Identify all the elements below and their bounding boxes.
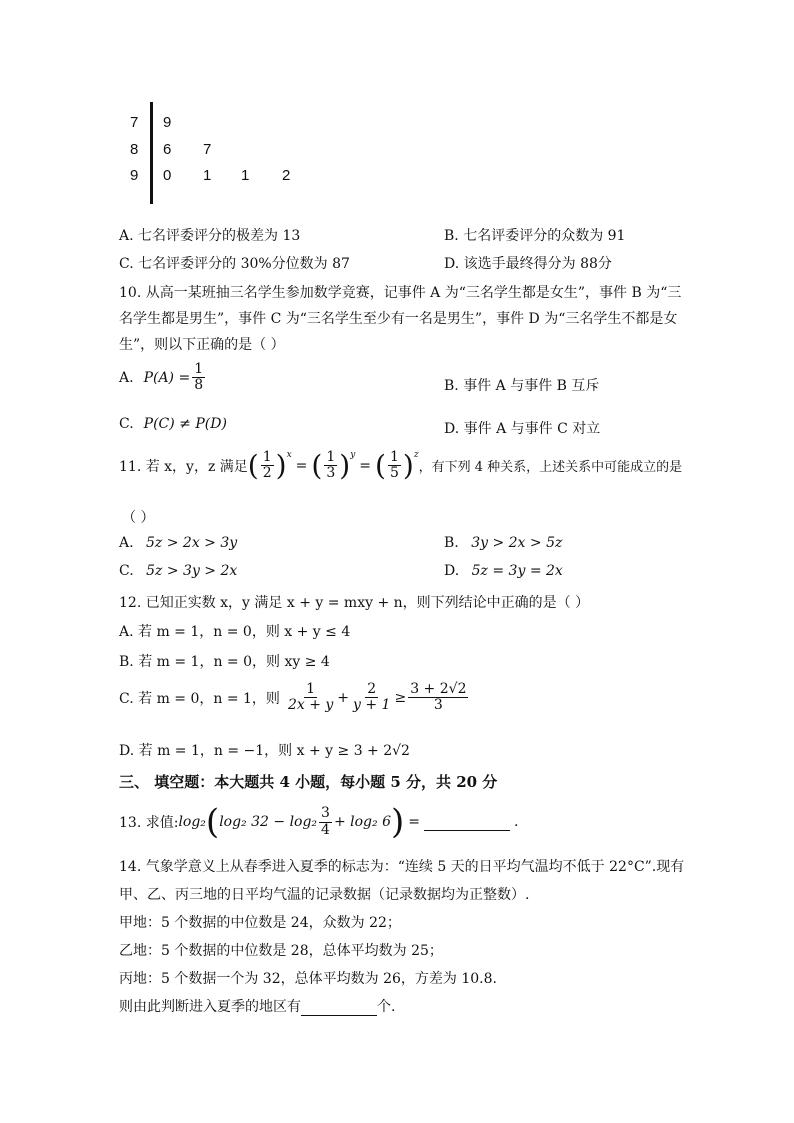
q11-option-c: [119, 563, 237, 579]
equals-sign: =: [408, 814, 420, 830]
answer-blank[interactable]: [424, 814, 510, 831]
ge-sign: ≥: [394, 689, 407, 706]
denominator: 2x + y: [287, 697, 334, 714]
option-label: A.: [119, 369, 134, 386]
q14-line6-text: 则由此判断进入夏季的地区有: [119, 999, 301, 1015]
math-expr: 5z > 2x > 3y: [146, 535, 238, 551]
q12-option-c: [119, 682, 470, 714]
option-label: C.: [119, 416, 134, 432]
q13-prefix: 13. 求值:: [119, 815, 179, 831]
q9-option-d: D. 该选手最终得分为 88分: [444, 256, 612, 272]
denominator: 4: [321, 821, 330, 838]
numerator: 1: [306, 681, 316, 697]
q11-paren: （ ）: [122, 510, 155, 526]
inner-expr: + log₂ 6: [333, 814, 391, 830]
exponent: z: [413, 450, 419, 460]
q14-line3: 甲地：5 个数据的中位数是 24，众数为 22；: [119, 915, 401, 931]
q11-suffix: ，有下列 4 种关系，上述关系中可能成立的是: [418, 460, 683, 476]
numerator: 1: [194, 361, 204, 377]
q10-stem-line1: 10. 从高一某班抽三名学生参加数学竞赛，记事件 A 为“三名学生都是女生”，事件 B 为“三: [119, 285, 682, 301]
q12-option-d: D. 若 m = 1，n = −1，则 x + y ≥ 3 + 2√2: [119, 743, 410, 759]
equals-sign: =: [295, 457, 308, 474]
leaf: 6: [163, 141, 172, 158]
q12-stem: 12. 已知正实数 x，y 满足 x + y = mxy + n，则下列结论中正确的是（ ）: [119, 595, 590, 611]
q14-line5: 丙地：5 个数据一个为 32，总体平均数为 26，方差为 10.8.: [119, 971, 497, 987]
q10-stem-line3: 生”，则以下正确的是（ ）: [119, 337, 285, 353]
fraction: [324, 450, 337, 482]
option-label: A.: [119, 535, 134, 551]
option-label: C. 若 m = 0，n = 1，则: [119, 690, 280, 707]
math-expr: 3y > 2x > 5z: [471, 535, 563, 551]
numerator: 1: [262, 449, 272, 465]
right-paren: ): [275, 448, 287, 482]
denominator: 3: [433, 697, 443, 714]
denominator: 3: [326, 465, 336, 482]
q11-option-a: [119, 535, 237, 551]
plus-sign: +: [337, 689, 350, 706]
q10-stem-line2: 名学生都是男生”，事件 C 为“三名学生至少有一名是男生”，事件 D 为“三名学生不都是女: [119, 311, 678, 327]
stem-9: 9: [130, 167, 139, 184]
q14-line6: [119, 996, 395, 1016]
stem-7: 7: [130, 114, 139, 131]
left-paren: (: [205, 802, 220, 842]
right-paren: ): [339, 448, 351, 482]
q10-option-d: D. 事件 A 与事件 C 对立: [444, 421, 601, 437]
q10-option-a: [119, 362, 207, 394]
q10-option-c: [119, 416, 227, 432]
numerator: 3: [321, 805, 330, 822]
exponent: y: [350, 450, 356, 460]
q11-stem: [119, 450, 682, 482]
stem-8: 8: [130, 141, 139, 158]
numerator: 1: [389, 449, 399, 465]
right-paren: ): [391, 802, 405, 842]
left-paren: (: [247, 448, 259, 482]
exponent: x: [286, 450, 292, 460]
q10-option-b: B. 事件 A 与事件 B 互斥: [444, 378, 600, 394]
answer-blank[interactable]: [301, 1001, 377, 1016]
equals-sign: =: [359, 457, 372, 474]
q9-option-a: A. 七名评委评分的极差为 13: [119, 228, 301, 244]
q14-line2: 甲、乙、丙三地的日平均气温的记录数据（记录数据均为正整数）.: [119, 887, 530, 903]
leaf: 7: [203, 141, 212, 158]
denominator: 8: [194, 377, 204, 394]
q12-option-a: A. 若 m = 1，n = 0，则 x + y ≤ 4: [119, 624, 351, 640]
q14-line6-end: 个.: [377, 999, 396, 1015]
option-label: C.: [119, 563, 134, 579]
inner-expr: log₂ 32 − log₂: [219, 814, 318, 830]
numerator: 3 + 2√2: [410, 681, 467, 697]
option-label: D.: [444, 563, 460, 579]
stem-divider: [150, 102, 153, 204]
leaf: 1: [203, 167, 212, 184]
fraction: [319, 806, 332, 838]
fraction: [261, 450, 274, 482]
math-expr: 5z = 3y = 2x: [471, 563, 563, 579]
option-label: B.: [444, 535, 459, 551]
q14-line4: 乙地：5 个数据的中位数是 28，总体平均数为 25；: [119, 943, 443, 959]
right-paren: ): [402, 448, 414, 482]
leaf: 9: [163, 114, 172, 131]
numerator: 2: [367, 681, 377, 697]
leaf: 2: [282, 167, 291, 184]
math-expr: P(C) ≠ P(D): [143, 416, 227, 432]
denominator: 5: [389, 465, 399, 482]
numerator: 1: [326, 449, 336, 465]
q9-option-c: C. 七名评委评分的 30%分位数为 87: [119, 256, 350, 272]
q11-option-d: [444, 563, 563, 579]
q13-stem: [119, 802, 519, 842]
log-outer: log₂: [178, 814, 206, 830]
left-paren: (: [311, 448, 323, 482]
math-expr: 5z > 3y > 2x: [146, 563, 238, 579]
math-expr: P(A) =: [143, 369, 191, 386]
q11-prefix: 11. 若 x，y，z 满足: [119, 458, 248, 475]
denominator: 2: [262, 465, 272, 482]
q14-line1: 14. 气象学意义上从春季进入夏季的标志为：“连续 5 天的日平均气温均不低于 22°C”.现有: [119, 859, 685, 875]
section-heading: 三、 填空题：本大题共 4 小题，每小题 5 分，共 20 分: [119, 773, 498, 791]
q11-option-b: [444, 535, 562, 551]
fraction: [351, 682, 392, 714]
fraction: [388, 450, 401, 482]
fraction: [408, 682, 468, 714]
fraction: [192, 362, 205, 394]
fraction: [286, 682, 335, 714]
denominator: y + 1: [353, 697, 391, 714]
left-paren: (: [375, 448, 386, 482]
leaf: 1: [241, 167, 250, 184]
leaf: 0: [163, 167, 172, 184]
q12-option-b: B. 若 m = 1，n = 0，则 xy ≥ 4: [119, 654, 330, 670]
period: .: [514, 814, 519, 830]
q9-option-b: B. 七名评委评分的众数为 91: [444, 228, 626, 244]
